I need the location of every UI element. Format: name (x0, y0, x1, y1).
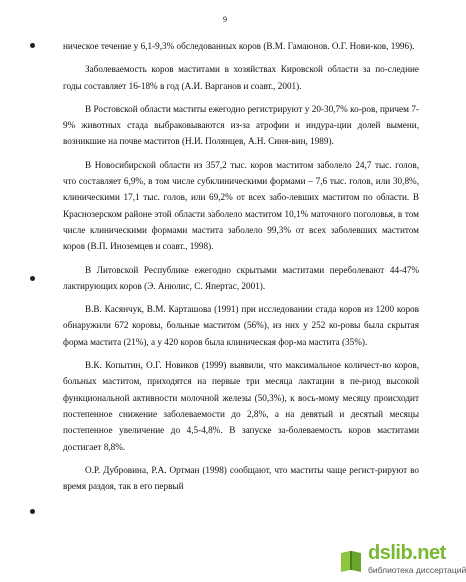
paragraph: В.К. Копытин, О.Г. Новиков (1999) выявили, что максимальное количест-во коров, больных маститом, приходятся на первые три месяца лактации в пе-риод высокой функциональной активности молочной железы (50,3%), к вось-мому месяцу происходит постепенное снижение заболеваемости до 2,8%, а на девятый и десятый месяцы постепенное увеличение до 4,5-4,8%. В запуске за-болеваемость коров маститами достигает 8,8%. (63, 360, 419, 452)
paragraph: О.Р. Дубровина, Р.А. Ортман (1998) сообщают, что маститы чаще регист-рируют во время раздоя, так в его первый (63, 464, 419, 492)
document-body (63, 38, 419, 501)
paragraph: ническое течение у 6,1-9,3% обследованных коров (В.М. Гамаюнов. О.Г. Нови-ков, 1996). (63, 41, 415, 51)
watermark-brand: dslib.net (368, 542, 446, 564)
paragraph: В Литовской Республике ежегодно скрытыми маститами переболевают 44-47% лактирующих коров (Э. Анюлис, С. Япертас, 2001). (63, 264, 419, 291)
margin-bullet-mark (30, 43, 35, 48)
margin-bullet-mark (30, 276, 35, 281)
page-number: 9 (223, 15, 227, 24)
margin-bullet-mark (30, 509, 35, 514)
paragraph: В Ростовской области маститы ежегодно регистрируют у 20-30,7% ко-ров, причем 7-9% животных стада выбраковываются из-за атрофии и индура-ции долей вымени, возникшие на почве маститов (Н.И. Полянцев, А.Н. Синя-вин, 1989). (63, 103, 419, 147)
paragraph: В Новосибирской области из 357,2 тыс. коров маститом заболело 24,7 тыс. голов, что составляет 6,9%, в том числе субклиническими формами – 7,6 тыс. голов, или 30,8%, клиническими 17,1 тыс. голов, или 69,2% от всех забо-левших маститом по области. В Краснозерском районе этой области заболело маститом 10,1% маточного поголовья, в том числе клиническими формами мастита заболело 99,3% от всех заболевших маститом коров (В.П. Иноземцев и соавт., 1998). (63, 159, 419, 252)
book-logo-icon (338, 548, 364, 574)
watermark-subtitle: библиотека диссертаций (368, 565, 466, 575)
paragraph: Заболеваемость коров маститами в хозяйствах Кировской области за по-следние годы составляет 16-18% в год (А.И. Варганов и соавт., 2001). (63, 64, 419, 91)
paragraph: В.В. Касянчук, В.М. Карташова (1991) при исследовании стада коров из 1200 коров обнаружили 672 коровы, больные маститом (56%), из них у 252 ко-ровы была скрытая форма мастита (21%), а у 420 коров была клиническая фор-ма мастита (35%). (63, 304, 419, 347)
site-watermark (324, 542, 466, 578)
